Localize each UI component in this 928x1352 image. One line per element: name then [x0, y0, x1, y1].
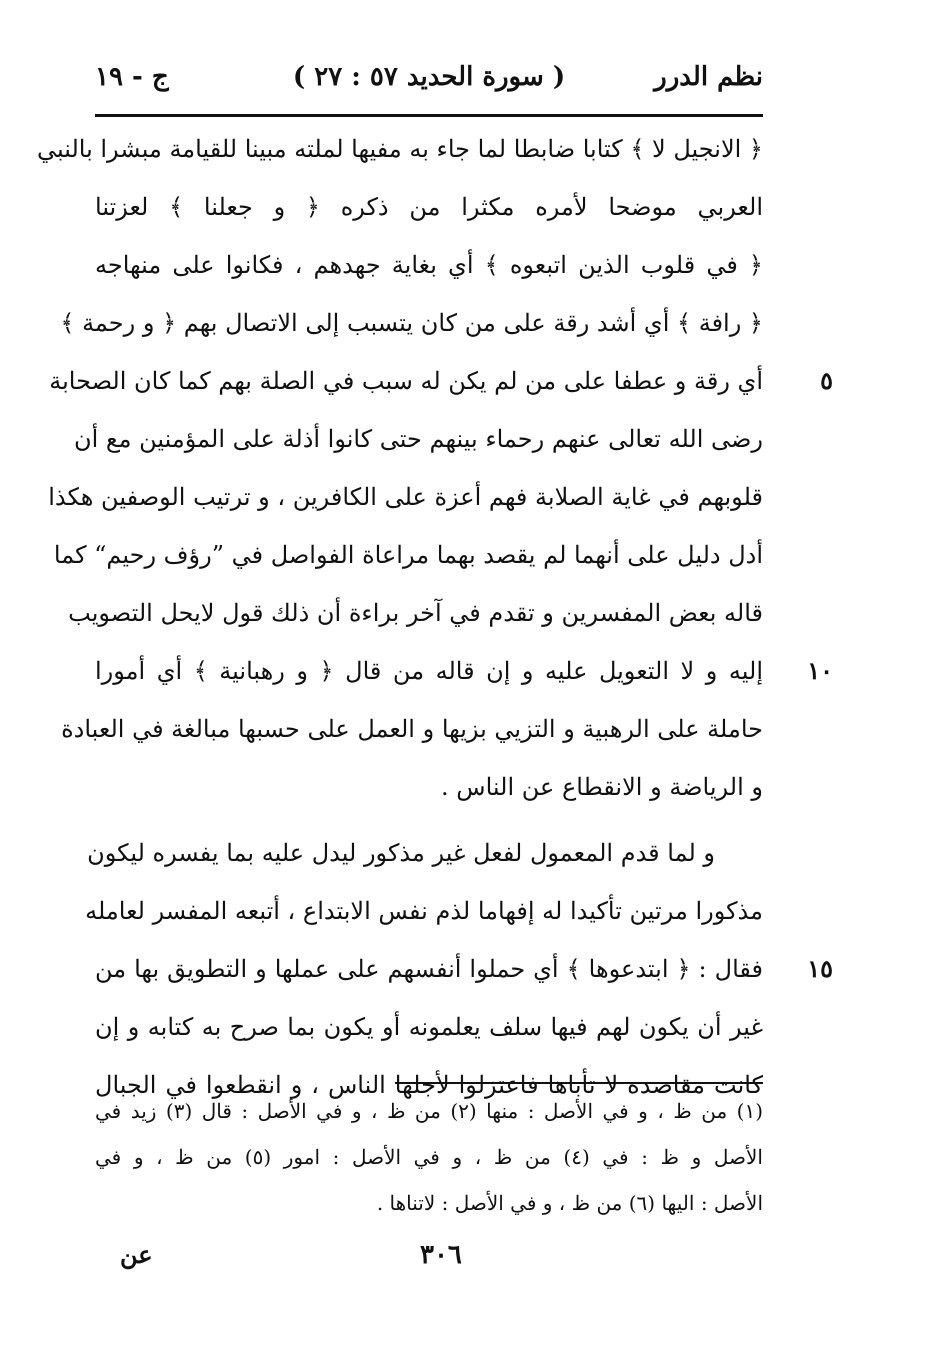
- text-line: ﴿ في قلوب الذين اتبعوه ﴾ أي بغاية جهدهم ، فكانوا على منهاجه: [95, 251, 763, 279]
- running-header: [95, 62, 763, 102]
- book-title: نظم الدرر: [654, 62, 763, 92]
- main-text: [36, 130, 833, 1124]
- page-number: ٣٠٦: [420, 1240, 462, 1270]
- text-line: حاملة على الرهبية و التزيي بزيها و العمل على حسبها مبالغة في العبادة: [61, 715, 763, 743]
- text-line: قاله بعض المفسرين و تقدم في آخر براءة أن ذلك قول لايحل التصويب: [68, 599, 763, 627]
- text-line: غير أن يكون لهم فيها سلف يعلمونه أو يكون بما صرح به كتابه و إن: [95, 1013, 763, 1041]
- text-line: كانت مقاصده لا تأباها فاعتزلوا لأجلها الناس ، و انقطعوا في الجبال: [95, 1071, 763, 1099]
- text-line-content: أي رقة و عطفا على من لم يكن له سبب في الصلة بهم كما كان الصحابة: [49, 367, 763, 395]
- surah-reference: ( سورة الحديد ٥٧ : ٢٧ ): [292, 62, 566, 92]
- text-line: العربي موضحا لأمره مكثرا من ذكره ﴿ و جعلنا ﴾ لعزتنا: [95, 193, 763, 221]
- text-line: [95, 950, 833, 1008]
- line-number-5: ٥: [820, 366, 833, 395]
- line-number-10: ١٠: [807, 656, 833, 685]
- text-line: أدل دليل على أنهما لم يقصد بهما مراعاة الفواصل في ”رؤف رحيم“ كما: [53, 541, 763, 569]
- footnote-rule: [395, 1082, 763, 1084]
- volume-number: ج - ١٩: [95, 62, 169, 92]
- paragraph-gap: [95, 826, 763, 834]
- footnote-line: الأصل و ظ : في (٤) من ظ ، و في الأصل : امور (٥) من ظ ، و في: [95, 1145, 763, 1169]
- text-line: مذكورا مرتين تأكيدا له إفهاما لذم نفس الابتداع ، أتبعه المفسر لعامله: [85, 897, 763, 925]
- text-line: [95, 652, 833, 710]
- text-line-content: فقال : ﴿ ابتدعوها ﴾ أي حملوا أنفسهم على عملها و التطويق بها من: [95, 955, 763, 983]
- catchword: عن: [120, 1240, 153, 1269]
- text-line: رضى الله تعالى عنهم رحماء بينهم حتى كانوا أذلة على المؤمنين مع أن: [73, 425, 763, 453]
- footnote-line: الأصل : اليها (٦) من ظ ، و في الأصل : لاتناها .: [376, 1191, 763, 1215]
- footnotes: [95, 1096, 763, 1234]
- text-line: قلوبهم في غاية الصلابة فهم أعزة على الكافرين ، و ترتيب الوصفين هكذا: [48, 483, 763, 511]
- footnote-line: (١) من ظ ، و في الأصل : منها (٢) من ظ ، و في الأصل : قال (٣) زيد في: [95, 1099, 763, 1123]
- text-line: و لما قدم المعمول لفعل غير مذكور ليدل عليه بما يفسره ليكون: [87, 839, 715, 867]
- line-number-15: ١٥: [807, 954, 833, 983]
- text-line: [49, 362, 833, 420]
- text-line-content: إليه و لا التعويل عليه و إن قاله من قال ﴿ و رهبانية ﴾ أي أمورا: [95, 657, 763, 685]
- text-line: و الرياضة و الانقطاع عن الناس .: [441, 773, 763, 801]
- text-line: ﴿ رافة ﴾ أي أشد رقة على من كان يتسبب إلى الاتصال بهم ﴿ و رحمة ﴾: [60, 309, 763, 337]
- header-rule: [95, 114, 763, 117]
- text-line: ﴿ الانجيل لا ﴾ كتابا ضابطا لما جاء به مفيها لملته مبينا للقيامة مبشرا بالنبي: [36, 135, 763, 163]
